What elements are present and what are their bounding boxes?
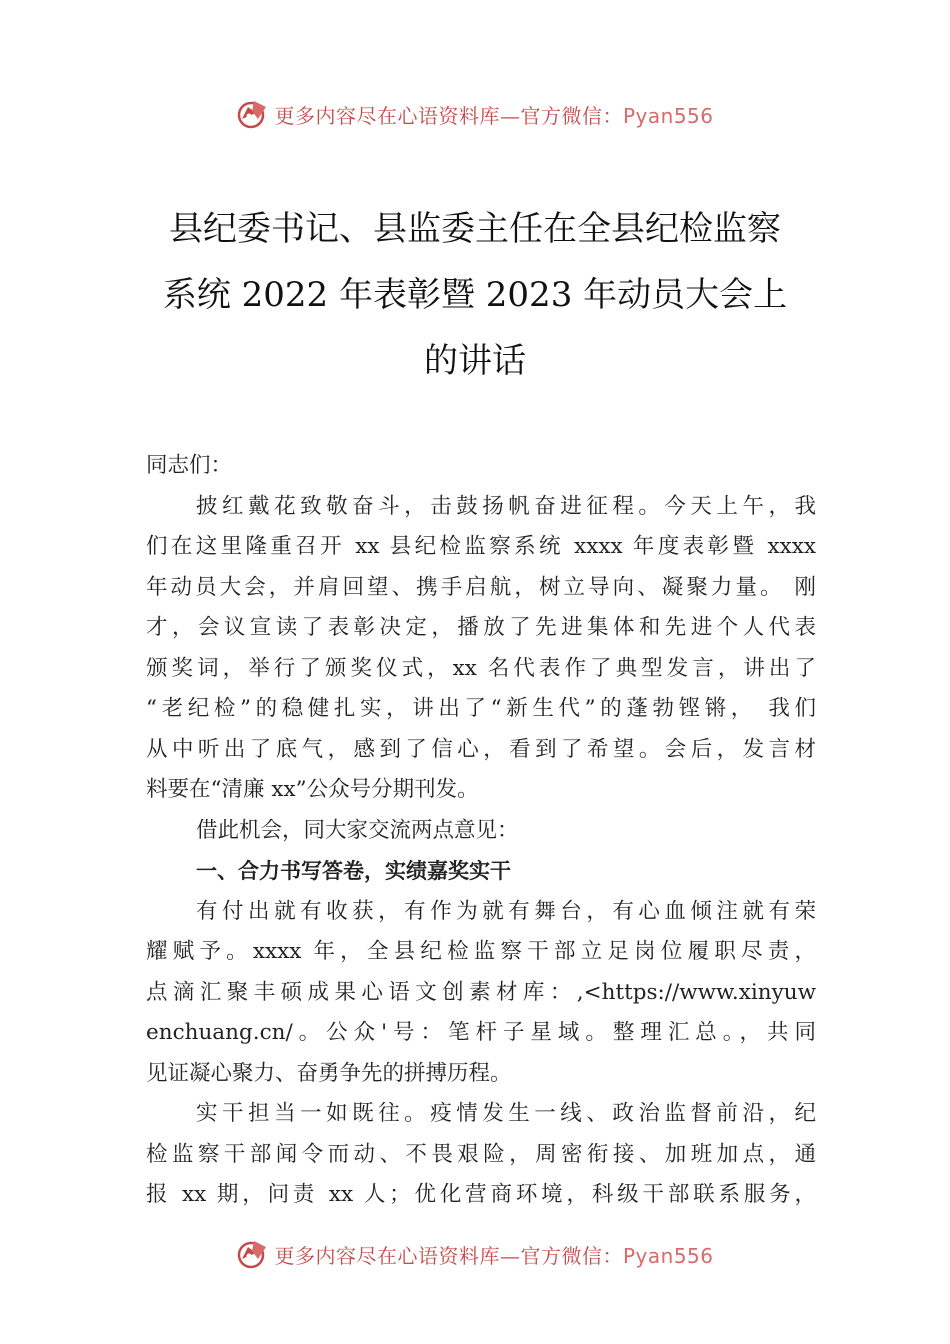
paragraph-line: 们在这里隆重召开 xx 县纪检监察系统 xxxx 年度表彰暨 xxxx <box>146 534 816 559</box>
paragraph-line: 实干担当一如既往。疫情发生一线、政治监督前沿，纪 <box>196 1101 816 1126</box>
watermark-text: 更多内容尽在心语资料库—官方微信：Pyan556 <box>274 103 714 128</box>
watermark-wechat-id: Pyan556 <box>622 1243 714 1268</box>
paragraph-line: 披红戴花致敬奋斗，击鼓扬帆奋进征程。今天上午，我 <box>196 493 816 519</box>
title-line: 的讲话 <box>424 341 526 381</box>
salutation: 同志们： <box>146 453 233 478</box>
watermark-footer <box>0 1234 950 1274</box>
paragraph-line: 借此机会，同大家交流两点意见： <box>196 817 519 843</box>
pen-logo-icon <box>236 1237 270 1271</box>
section-heading: 一、合力书写答卷，实绩嘉奖实干 <box>196 859 511 883</box>
paragraph-line: 耀赋予。xxxx 年，全县纪检监察干部立足岗位履职尽责， <box>146 939 816 964</box>
paragraph-line: 检监察干部闻令而动、不畏艰险，周密衔接、加班加点，通 <box>146 1141 816 1167</box>
pen-logo-icon <box>236 97 270 131</box>
paragraph-line: 点滴汇聚丰硕成果心语文创素材库：,<https://www.xinyuw <box>146 979 816 1005</box>
title-line: 县纪委书记、县监委主任在全县纪检监察 <box>169 209 781 249</box>
document-body <box>146 446 816 1216</box>
paragraph-line: 颁奖词，举行了颁奖仪式，xx 名代表作了典型发言，讲出了 <box>146 655 816 681</box>
watermark-text: 更多内容尽在心语资料库—官方微信：Pyan556 <box>274 1243 714 1268</box>
document-title <box>140 196 810 394</box>
paragraph-line: 见证凝心聚力、奋勇争先的拼搏历程。 <box>146 1060 512 1086</box>
paragraph-line: 从中听出了底气，感到了信心，看到了希望。会后，发言材 <box>146 736 816 762</box>
paragraph-line: 年动员大会，并肩回望、携手启航，树立导向、凝聚力量。 刚 <box>146 574 816 600</box>
paragraph-line: enchuang.cn/。公众'号：笔杆子星域。整理汇总。，共同 <box>146 1020 816 1045</box>
paragraph-line: 报 xx 期，问责 xx 人；优化营商环境，科级干部联系服务， <box>146 1182 816 1207</box>
watermark-wechat-id: Pyan556 <box>622 103 714 128</box>
paragraph-line: “老纪检”的稳健扎实，讲出了“新生代”的蓬勃铿锵， 我们 <box>146 696 816 721</box>
paragraph-line: 有付出就有收获，有作为就有舞台，有心血倾注就有荣 <box>196 898 816 924</box>
title-line: 系统 2022 年表彰暨 2023 年动员大会上 <box>162 275 788 315</box>
paragraph-line: 才，会议宣读了表彰决定，播放了先进集体和先进个人代表 <box>146 615 816 640</box>
watermark-header <box>0 94 950 134</box>
paragraph-line: 料要在“清廉 xx”公众号分期刊发。 <box>146 777 479 802</box>
